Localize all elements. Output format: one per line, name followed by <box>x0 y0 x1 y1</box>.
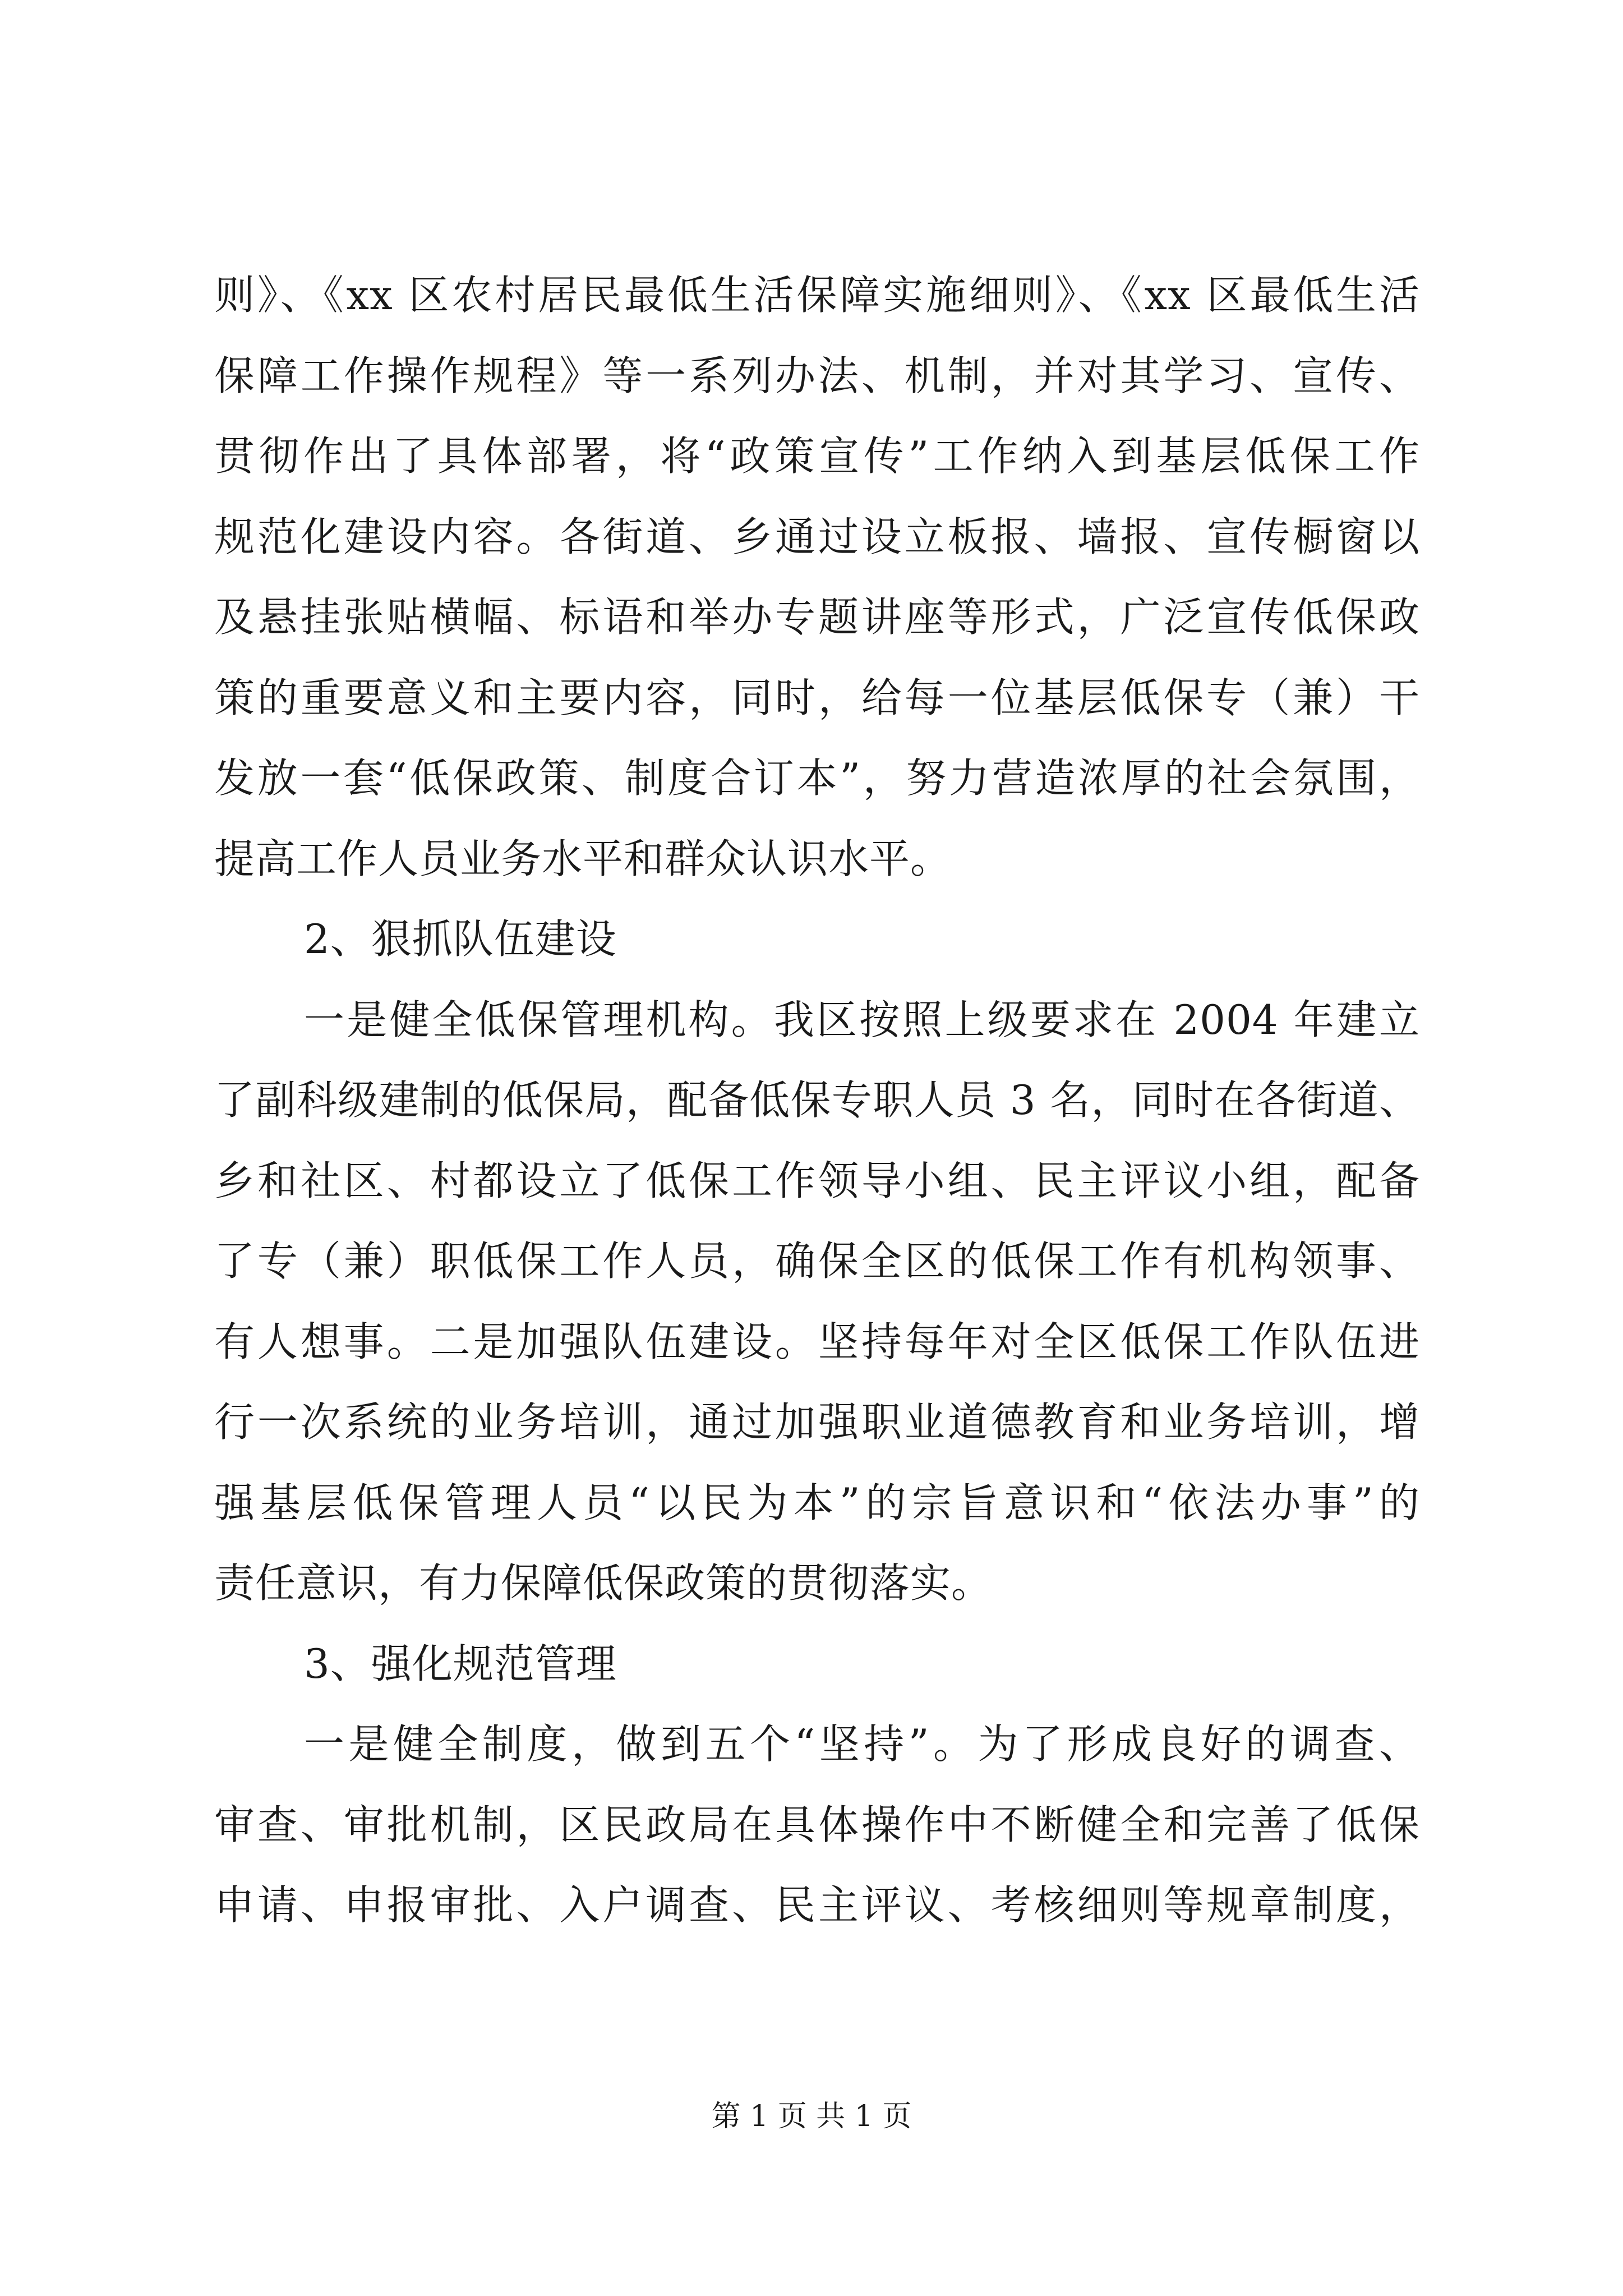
text-line-7: 发放一套“低保政策、制度合订本”，努力营造浓厚的社会氛围， <box>214 754 1420 802</box>
page-number-footer: 第 1 页 共 1 页 <box>711 2100 912 2133</box>
text-line-4: 规范化建设内容。各街道、乡通过设立板报、墙报、宣传橱窗以 <box>214 513 1420 560</box>
text-line-3: 贯彻作出了具体部署，将“政策宣传”工作纳入到基层低保工作 <box>214 432 1420 480</box>
text-line-8: 提高工作人员业务水平和群众认识水平。 <box>214 835 952 882</box>
text-line-5: 及悬挂张贴横幅、标语和举办专题讲座等形式，广泛宣传低保政 <box>214 593 1420 641</box>
text-line-1: 则》、《xx 区农村居民最低生活保障实施细则》、《xx 区最低生活 <box>214 272 1420 319</box>
text-line-16: 强基层低保管理人员“以民为本”的宗旨意识和“依法办事”的 <box>214 1479 1420 1526</box>
text-line-11: 了副科级建制的低保局，配备低保专职人员 3 名，同时在各街道、 <box>214 1076 1420 1124</box>
text-line-17: 责任意识，有力保障低保政策的贯彻落实。 <box>214 1559 993 1607</box>
text-line-21: 申请、申报审批、入户调查、民主评议、考核细则等规章制度， <box>214 1881 1420 1929</box>
document-body <box>214 255 1420 1946</box>
text-line-20: 审查、审批机制，区民政局在具体操作中不断健全和完善了低保 <box>214 1801 1420 1848</box>
text-line-6: 策的重要意义和主要内容，同时，给每一位基层低保专（兼）干 <box>214 674 1420 721</box>
text-line-13: 了专（兼）职低保工作人员，确保全区的低保工作有机构领事、 <box>214 1237 1420 1285</box>
text-line-15: 行一次系统的业务培训，通过加强职业道德教育和业务培训，增 <box>214 1398 1420 1446</box>
text-line-10: 一是健全低保管理机构。我区按照上级要求在 2004 年建立 <box>304 996 1420 1043</box>
text-line-19: 一是健全制度，做到五个“坚持”。为了形成良好的调查、 <box>304 1720 1420 1768</box>
section-heading-3: 3、强化规范管理 <box>304 1640 617 1687</box>
text-line-14: 有人想事。二是加强队伍建设。坚持每年对全区低保工作队伍进 <box>214 1318 1420 1365</box>
text-line-12: 乡和社区、村都设立了低保工作领导小组、民主评议小组，配备 <box>214 1157 1420 1204</box>
text-line-2: 保障工作操作规程》等一系列办法、机制，并对其学习、宣传、 <box>214 352 1420 399</box>
section-heading-2: 2、狠抓队伍建设 <box>304 915 617 963</box>
